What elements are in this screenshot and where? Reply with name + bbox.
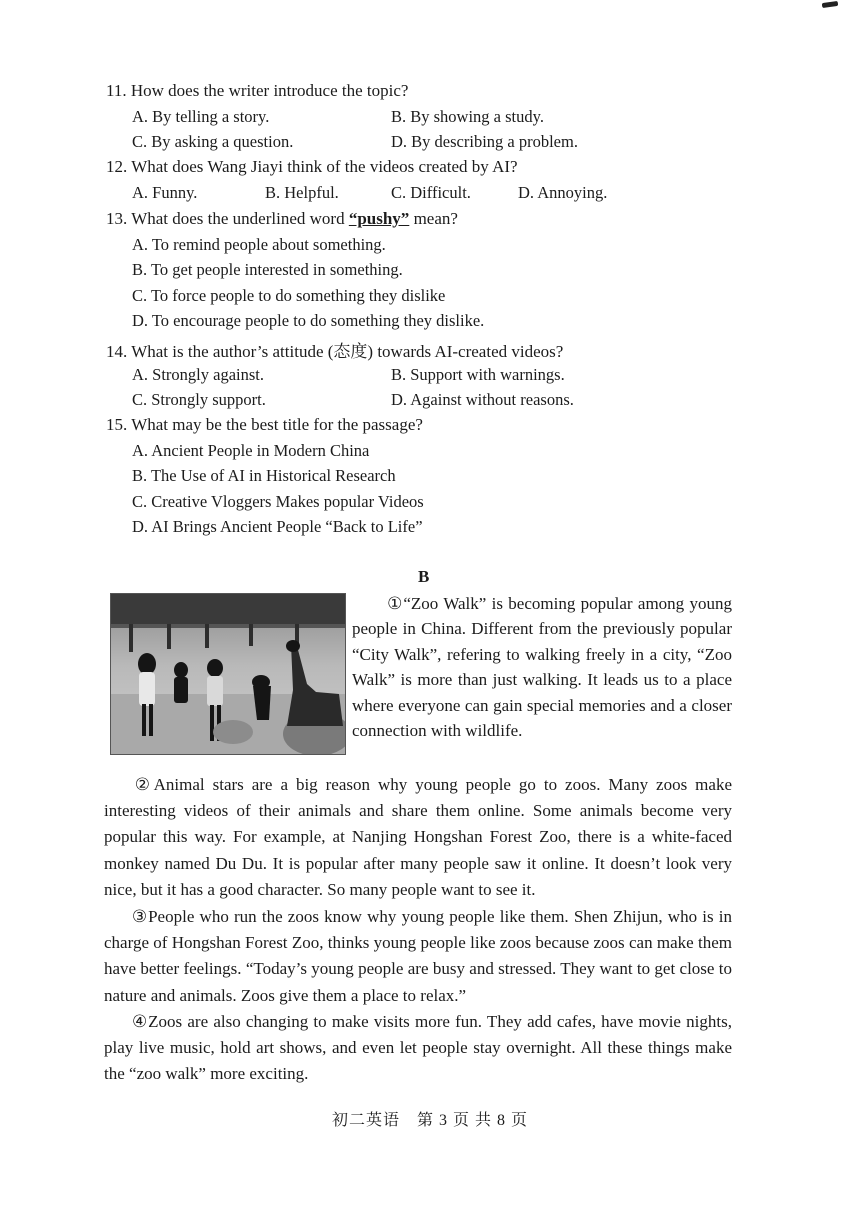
paragraph-3 [104,904,732,1009]
paragraph-2-text: ②Animal stars are a big reason why young people go to zoos. Many zoos make interesting videos of their animals and share them online. Some animals become very popular this way. For example, at Nanjing Hongshan Forest Zoo, there is a white-faced monkey named Du Du. It is popular after many people saw it online. It doesn’t look very nice, but it has a good character. So many people want to see it. [104,775,732,899]
question-11-stem: 11. How does the writer introduce the topic? [106,81,409,100]
question-13-option-c: C. To force people to do something they dislike [132,286,446,305]
question-12-option-c: C. Difficult. [391,183,471,202]
question-13-option-d: D. To encourage people to do something they dislike. [132,311,485,330]
question-12-stem: 12. What does Wang Jiayi think of the videos created by AI? [106,157,518,176]
question-13-option-a: A. To remind people about something. [132,235,386,254]
zoo-photo [110,593,346,755]
question-13-stem-start: 13. What does the underlined word [106,209,349,228]
question-11-option-d: D. By describing a problem. [391,132,578,151]
question-13-stem-end: mean? [409,209,458,228]
question-13-stem [106,209,458,229]
question-15-option-c: C. Creative Vloggers Makes popular Videos [132,492,424,511]
paragraph-2 [104,772,732,903]
question-11-option-b: B. By showing a study. [391,107,544,126]
question-15-option-a: A. Ancient People in Modern China [132,441,370,460]
paragraph-4-text: ④Zoos are also changing to make visits more fun. They add cafes, have movie nights, play live music, hold art shows, and even let people stay overnight. All these things make the “zoo walk” more exciting. [104,1012,732,1084]
question-14-option-a: A. Strongly against. [132,365,264,384]
question-11-option-c: C. By asking a question. [132,132,294,151]
paragraph-3-text: ③People who run the zoos know why young people like them. Shen Zhijun, who is in charge of Hongshan Forest Zoo, thinks young people like zoos because zoos can make them have better feelings. “Today’s young people are busy and stressed. They want to get close to nature and animals. Zoos give them a place to relax.” [104,907,732,1005]
question-15-stem: 15. What may be the best title for the passage? [106,415,423,434]
question-15-option-b: B. The Use of AI in Historical Research [132,466,396,485]
paragraph-1 [352,591,732,743]
section-b-heading: B [418,567,430,586]
paragraph-1-text: ①“Zoo Walk” is becoming popular among young people in China. Different from the previously popular “City Walk”, refering to walking freely in a city, “Zoo Walk” is more than just walking. It leads us to a place where everyone can gain special memories and a closer connection with wildlife. [352,594,732,741]
page-footer: 初二英语 第 3 页 共 8 页 [331,1112,528,1129]
scan-corner-mark [822,1,839,8]
question-12-option-b: B. Helpful. [265,183,339,202]
question-12-option-d: D. Annoying. [518,183,608,202]
question-14-option-d: D. Against without reasons. [391,390,574,409]
question-11-option-a: A. By telling a story. [132,107,270,126]
question-15-option-d: D. AI Brings Ancient People “Back to Life” [132,517,423,536]
paragraph-4 [104,1009,732,1088]
underlined-word: “pushy” [348,209,410,228]
question-14-option-b: B. Support with warnings. [391,365,565,384]
question-12-option-a: A. Funny. [132,183,198,202]
question-14-stem: 14. What is the author’s attitude (态度) towards AI-created videos? [106,342,564,361]
question-14-option-c: C. Strongly support. [132,390,266,409]
question-13-option-b: B. To get people interested in something. [132,260,403,279]
